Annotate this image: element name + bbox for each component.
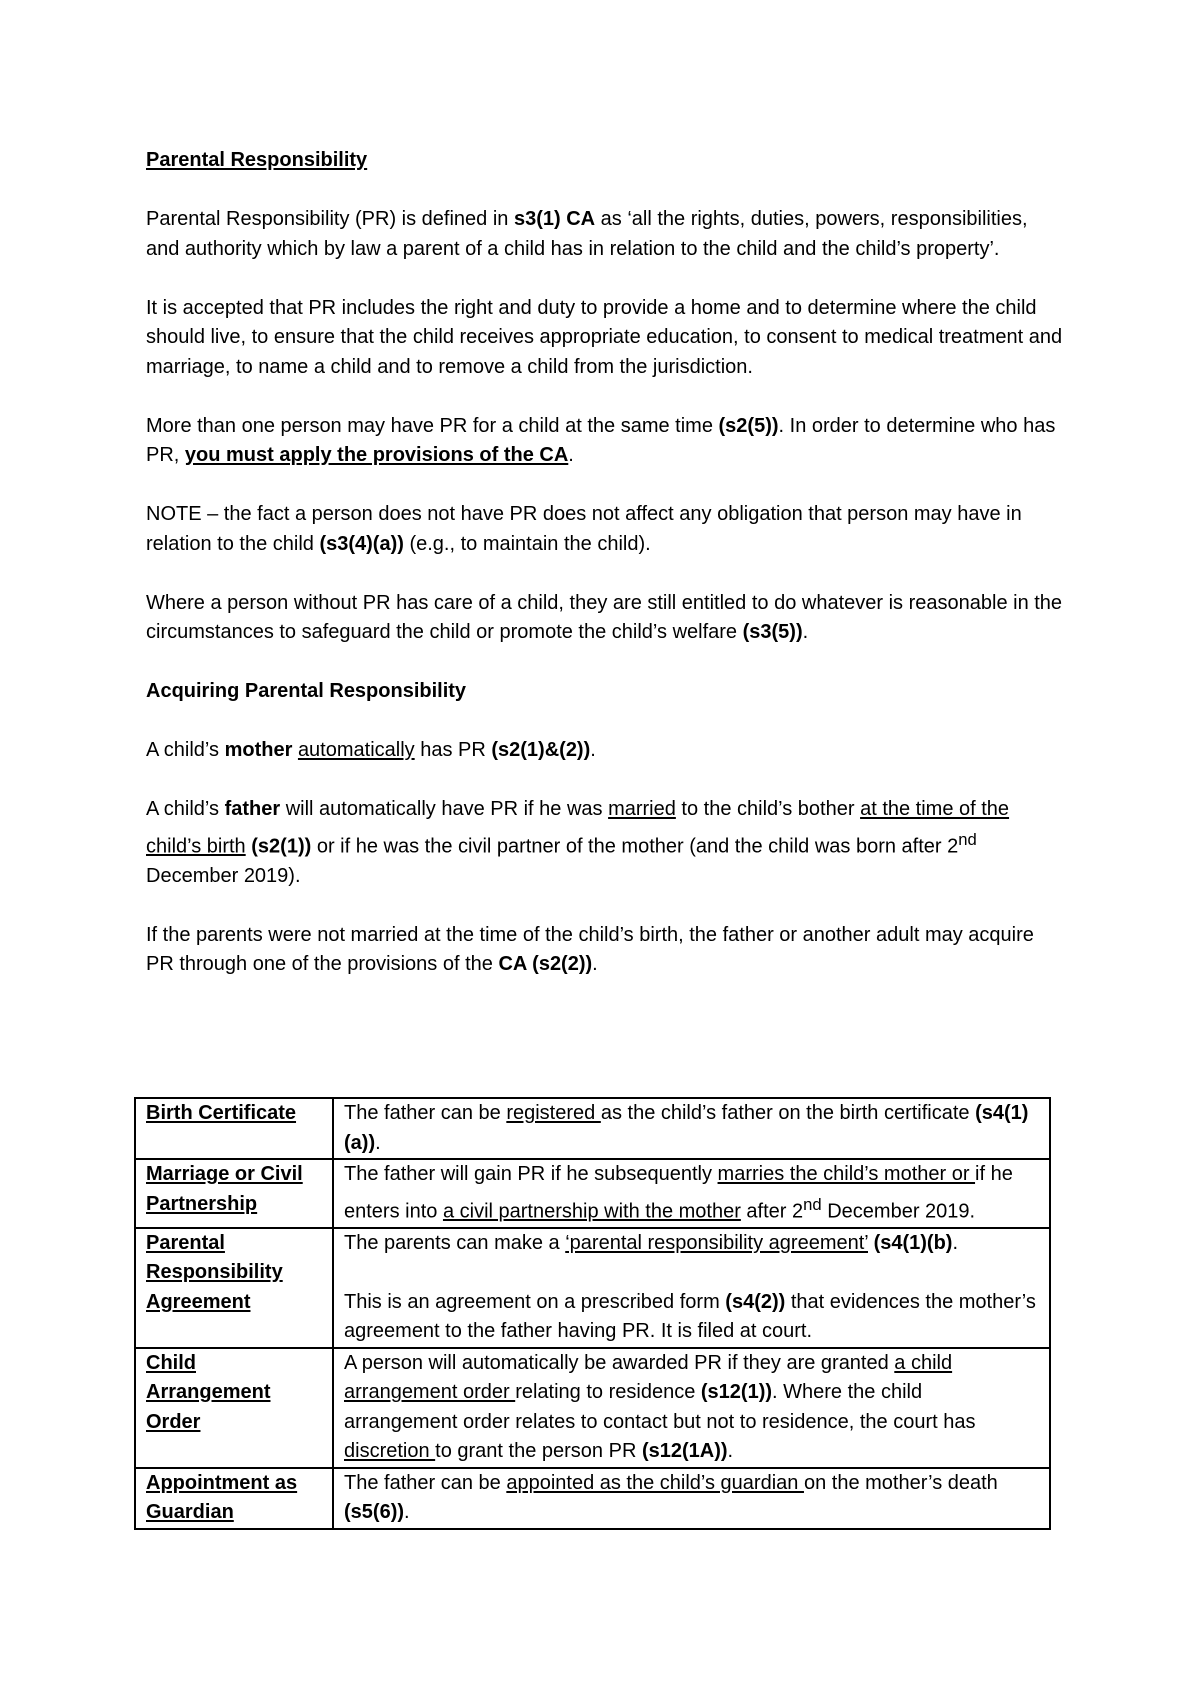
paragraph-scope: It is accepted that PR includes the right and duty to provide a home and to determine where the child should live, to ensure that the child receives appropriate education, to consent to medical treatment and marriage, to name a child and to remove a child from the jurisdiction. <box>146 296 1063 378</box>
row-description: A person will automatically be awarded PR if they are granted a child arrangement order relating to residence (s12(1)). Where the child arrangement order relates to contact but not to residence, the court has discretion to grant the person PR (s12(1A)). <box>333 1348 1050 1468</box>
row-description: The father can be registered as the child’s father on the birth certificate (s4(1)(a)). <box>333 1098 1050 1159</box>
page-title: Parental Responsibility <box>146 149 368 171</box>
row-label: Appointment as Guardian <box>135 1468 333 1529</box>
paragraph-mother: A child’s mother automatically has PR (s2(1)&(2)). <box>146 739 596 761</box>
row-label: Marriage or Civil Partnership <box>135 1159 333 1228</box>
row-description: The parents can make a ‘parental responsibility agreement’ (s4(1)(b). This is an agreement on a prescribed form (s4(2)) that evidences the mother’s agreement to the father having PR. It is filed at court. <box>333 1228 1050 1348</box>
row-description: The father can be appointed as the child’s guardian on the mother’s death (s5(6)). <box>333 1468 1050 1529</box>
paragraph-definition: Parental Responsibility (PR) is defined in s3(1) CA as ‘all the rights, duties, powers, responsibilities, and authority which by law a parent of a child has in relation to the child and the child’s property’. <box>146 208 1028 260</box>
paragraph-gap <box>344 1258 1039 1288</box>
row-label: Child Arrangement Order <box>135 1348 333 1468</box>
section-heading: Acquiring Parental Responsibility <box>146 680 467 702</box>
row-description: The father will gain PR if he subsequently marries the child’s mother or if he enters into a civil partnership with the mother after 2nd December 2019. <box>333 1159 1050 1228</box>
row-label: Parental Responsibility Agreement <box>135 1228 333 1348</box>
pr-methods-table <box>134 1097 1051 1530</box>
table-row <box>135 1098 1050 1159</box>
paragraph-without-pr: Where a person without PR has care of a child, they are still entitled to do whatever is reasonable in the circumstances to safeguard the child or promote the child’s welfare (s3(5)). <box>146 591 1063 643</box>
table-row <box>135 1348 1050 1468</box>
paragraph-father: A child’s father will automatically have PR if he was married to the child’s bother at the time of the child’s birth (s2(1)) or if he was the civil partner of the mother (and the child was born after 2nd December 2019). <box>146 798 1010 887</box>
paragraph-note: NOTE – the fact a person does not have PR does not affect any obligation that person may have in relation to the child (s3(4)(a)) (e.g., to maintain the child). <box>146 503 1022 555</box>
paragraph-multiple-holders: More than one person may have PR for a child at the same time (s2(5)). In order to determine who has PR, you must apply the provisions of the CA. <box>146 414 1056 466</box>
document-body <box>146 146 1066 1009</box>
table-row <box>135 1228 1050 1348</box>
row-label: Birth Certificate <box>135 1098 333 1159</box>
table-row <box>135 1159 1050 1228</box>
paragraph-unmarried: If the parents were not married at the time of the child’s birth, the father or another adult may acquire PR through one of the provisions of the CA (s2(2)). <box>146 923 1034 976</box>
table-row <box>135 1468 1050 1529</box>
